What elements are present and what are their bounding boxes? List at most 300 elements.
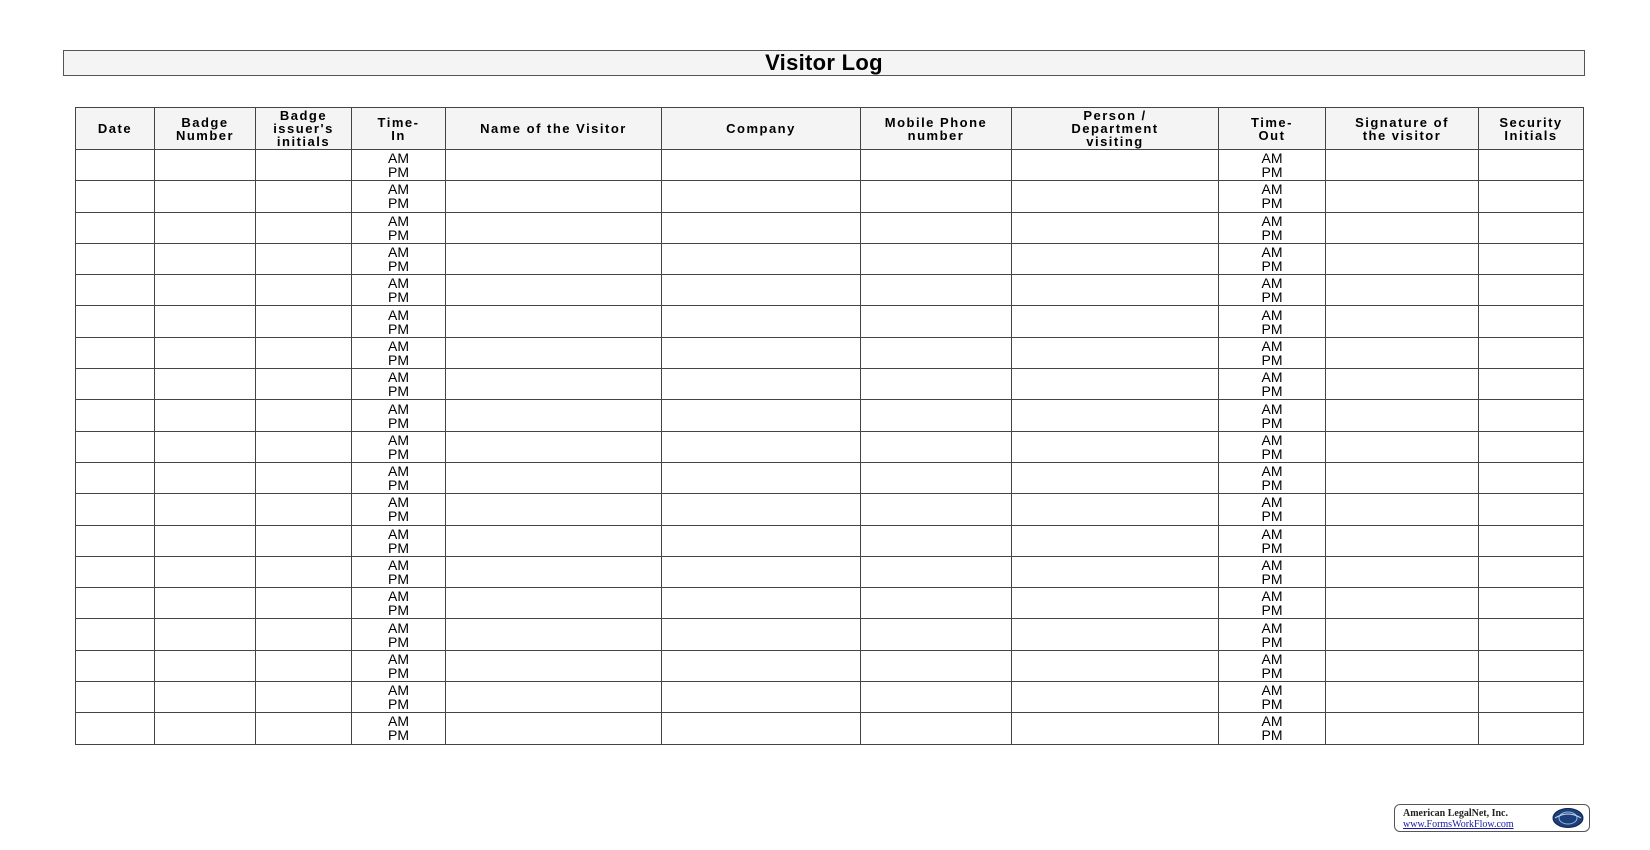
am-label[interactable]: AM	[1261, 713, 1283, 730]
cell-time-in[interactable]	[352, 181, 446, 212]
cell-time-in[interactable]	[352, 431, 446, 462]
am-label[interactable]: AM	[388, 150, 409, 167]
cell-badge-number[interactable]	[155, 306, 256, 337]
cell-time-out[interactable]	[1219, 275, 1326, 306]
cell-time-out[interactable]	[1219, 650, 1326, 681]
cell-company[interactable]	[662, 212, 861, 243]
pm-label[interactable]: PM	[1261, 539, 1283, 556]
cell-security[interactable]	[1479, 682, 1584, 713]
cell-visitor-name[interactable]	[446, 306, 662, 337]
cell-badge-number[interactable]	[155, 619, 256, 650]
cell-signature[interactable]	[1326, 400, 1479, 431]
cell-person-visiting[interactable]	[1012, 212, 1219, 243]
cell-time-in[interactable]	[352, 556, 446, 587]
cell-badge-issuer[interactable]	[256, 369, 352, 400]
am-pm-options	[352, 181, 445, 211]
cell-company[interactable]	[662, 462, 861, 493]
pm-label[interactable]: PM	[388, 477, 409, 494]
pm-label[interactable]: PM	[388, 445, 409, 462]
cell-time-in[interactable]	[352, 243, 446, 274]
cell-visitor-name[interactable]	[446, 275, 662, 306]
am-label[interactable]: AM	[388, 619, 409, 636]
log-body	[76, 150, 1584, 745]
cell-signature[interactable]	[1326, 181, 1479, 212]
cell-visitor-name[interactable]	[446, 337, 662, 368]
pm-label[interactable]: PM	[1261, 414, 1283, 431]
cell-badge-number[interactable]	[155, 494, 256, 525]
pm-label[interactable]: PM	[388, 351, 409, 368]
pm-label[interactable]: PM	[1261, 195, 1283, 212]
table-row	[76, 462, 1584, 493]
cell-badge-number[interactable]	[155, 275, 256, 306]
pm-label[interactable]: PM	[1261, 164, 1283, 181]
cell-company[interactable]	[662, 243, 861, 274]
cell-badge-number[interactable]	[155, 400, 256, 431]
am-pm-options	[1219, 213, 1325, 243]
cell-time-in[interactable]	[352, 525, 446, 556]
pm-label[interactable]: PM	[1261, 664, 1283, 681]
col-header-company: Company	[662, 108, 861, 150]
cell-time-in[interactable]	[352, 337, 446, 368]
cell-person-visiting[interactable]	[1012, 337, 1219, 368]
cell-security[interactable]	[1479, 494, 1584, 525]
pm-label[interactable]: PM	[388, 414, 409, 431]
cell-security[interactable]	[1479, 650, 1584, 681]
cell-badge-issuer[interactable]	[256, 494, 352, 525]
cell-time-out[interactable]	[1219, 212, 1326, 243]
cell-badge-number[interactable]	[155, 431, 256, 462]
cell-mobile[interactable]	[861, 431, 1012, 462]
am-label[interactable]: AM	[1261, 463, 1283, 480]
pm-label[interactable]: PM	[388, 727, 409, 744]
cell-mobile[interactable]	[861, 369, 1012, 400]
cell-security[interactable]	[1479, 243, 1584, 274]
cell-visitor-name[interactable]	[446, 525, 662, 556]
pm-label[interactable]: PM	[1261, 602, 1283, 619]
cell-time-in[interactable]	[352, 400, 446, 431]
cell-mobile[interactable]	[861, 682, 1012, 713]
am-label[interactable]: AM	[388, 212, 409, 229]
cell-company[interactable]	[662, 588, 861, 619]
am-label[interactable]: AM	[1261, 244, 1283, 261]
cell-person-visiting[interactable]	[1012, 650, 1219, 681]
cell-person-visiting[interactable]	[1012, 525, 1219, 556]
cell-visitor-name[interactable]	[446, 181, 662, 212]
pm-label[interactable]: PM	[388, 258, 409, 275]
cell-time-in[interactable]	[352, 650, 446, 681]
am-label[interactable]: AM	[1261, 337, 1283, 354]
cell-time-in[interactable]	[352, 619, 446, 650]
am-label[interactable]: AM	[1261, 431, 1283, 448]
cell-time-in[interactable]	[352, 150, 446, 181]
am-label[interactable]: AM	[388, 431, 409, 448]
cell-time-out[interactable]	[1219, 337, 1326, 368]
cell-badge-number[interactable]	[155, 181, 256, 212]
cell-badge-issuer[interactable]	[256, 525, 352, 556]
cell-company[interactable]	[662, 556, 861, 587]
pm-label[interactable]: PM	[388, 571, 409, 587]
cell-badge-issuer[interactable]	[256, 212, 352, 243]
pm-label[interactable]: PM	[1261, 727, 1283, 744]
cell-badge-issuer[interactable]	[256, 682, 352, 713]
cell-visitor-name[interactable]	[446, 650, 662, 681]
cell-date[interactable]	[76, 306, 155, 337]
cell-mobile[interactable]	[861, 619, 1012, 650]
am-label[interactable]: AM	[1261, 650, 1283, 667]
cell-company[interactable]	[662, 275, 861, 306]
cell-date[interactable]	[76, 212, 155, 243]
cell-mobile[interactable]	[861, 713, 1012, 744]
cell-person-visiting[interactable]	[1012, 306, 1219, 337]
cell-badge-number[interactable]	[155, 243, 256, 274]
am-label[interactable]: AM	[1261, 400, 1283, 417]
cell-mobile[interactable]	[861, 494, 1012, 525]
cell-time-in[interactable]	[352, 494, 446, 525]
cell-security[interactable]	[1479, 713, 1584, 744]
cell-badge-issuer[interactable]	[256, 150, 352, 181]
pm-label[interactable]: PM	[1261, 633, 1283, 650]
cell-badge-number[interactable]	[155, 682, 256, 713]
am-label[interactable]: AM	[388, 244, 409, 261]
cell-security[interactable]	[1479, 306, 1584, 337]
cell-badge-number[interactable]	[155, 588, 256, 619]
cell-security[interactable]	[1479, 400, 1584, 431]
cell-company[interactable]	[662, 713, 861, 744]
am-label[interactable]: AM	[388, 400, 409, 417]
cell-signature[interactable]	[1326, 431, 1479, 462]
cell-badge-number[interactable]	[155, 462, 256, 493]
cell-signature[interactable]	[1326, 306, 1479, 337]
cell-badge-issuer[interactable]	[256, 337, 352, 368]
cell-security[interactable]	[1479, 525, 1584, 556]
cell-person-visiting[interactable]	[1012, 150, 1219, 181]
cell-badge-number[interactable]	[155, 556, 256, 587]
cell-date[interactable]	[76, 713, 155, 744]
cell-signature[interactable]	[1326, 494, 1479, 525]
cell-time-out[interactable]	[1219, 525, 1326, 556]
table-row	[76, 619, 1584, 650]
cell-signature[interactable]	[1326, 150, 1479, 181]
am-label[interactable]: AM	[388, 713, 409, 730]
am-label[interactable]: AM	[388, 650, 409, 667]
cell-date[interactable]	[76, 525, 155, 556]
cell-time-in[interactable]	[352, 462, 446, 493]
cell-security[interactable]	[1479, 150, 1584, 181]
am-pm-options	[352, 651, 445, 681]
cell-mobile[interactable]	[861, 525, 1012, 556]
pm-label[interactable]: PM	[388, 320, 409, 337]
pm-label[interactable]: PM	[1261, 289, 1283, 306]
cell-date[interactable]	[76, 181, 155, 212]
cell-badge-issuer[interactable]	[256, 243, 352, 274]
cell-time-out[interactable]	[1219, 369, 1326, 400]
cell-date[interactable]	[76, 369, 155, 400]
am-pm-options	[1219, 651, 1325, 681]
cell-security[interactable]	[1479, 369, 1584, 400]
cell-badge-issuer[interactable]	[256, 306, 352, 337]
cell-security[interactable]	[1479, 212, 1584, 243]
cell-badge-issuer[interactable]	[256, 588, 352, 619]
pm-label[interactable]: PM	[1261, 320, 1283, 337]
cell-visitor-name[interactable]	[446, 369, 662, 400]
cell-badge-issuer[interactable]	[256, 650, 352, 681]
cell-visitor-name[interactable]	[446, 431, 662, 462]
cell-signature[interactable]	[1326, 525, 1479, 556]
am-pm-options	[352, 400, 445, 430]
cell-visitor-name[interactable]	[446, 588, 662, 619]
pm-label[interactable]: PM	[1261, 383, 1283, 400]
cell-company[interactable]	[662, 306, 861, 337]
cell-badge-number[interactable]	[155, 369, 256, 400]
cell-time-out[interactable]	[1219, 494, 1326, 525]
cell-date[interactable]	[76, 462, 155, 493]
cell-time-out[interactable]	[1219, 181, 1326, 212]
cell-person-visiting[interactable]	[1012, 682, 1219, 713]
am-label[interactable]: AM	[1261, 588, 1283, 605]
cell-security[interactable]	[1479, 619, 1584, 650]
am-pm-options	[1219, 275, 1325, 305]
cell-security[interactable]	[1479, 337, 1584, 368]
cell-date[interactable]	[76, 494, 155, 525]
pm-label[interactable]: PM	[388, 508, 409, 525]
cell-badge-issuer[interactable]	[256, 275, 352, 306]
cell-date[interactable]	[76, 650, 155, 681]
cell-security[interactable]	[1479, 588, 1584, 619]
cell-time-out[interactable]	[1219, 400, 1326, 431]
cell-time-in[interactable]	[352, 682, 446, 713]
col-header-security: Security Initials	[1479, 108, 1584, 150]
am-label[interactable]: AM	[1261, 525, 1283, 542]
cell-date[interactable]	[76, 431, 155, 462]
cell-mobile[interactable]	[861, 243, 1012, 274]
cell-mobile[interactable]	[861, 275, 1012, 306]
pm-label[interactable]: PM	[1261, 571, 1283, 587]
cell-badge-issuer[interactable]	[256, 400, 352, 431]
cell-signature[interactable]	[1326, 588, 1479, 619]
cell-time-out[interactable]	[1219, 431, 1326, 462]
cell-time-out[interactable]	[1219, 150, 1326, 181]
cell-security[interactable]	[1479, 556, 1584, 587]
cell-mobile[interactable]	[861, 150, 1012, 181]
cell-company[interactable]	[662, 682, 861, 713]
cell-time-in[interactable]	[352, 588, 446, 619]
cell-time-out[interactable]	[1219, 243, 1326, 274]
cell-time-out[interactable]	[1219, 588, 1326, 619]
pm-label[interactable]: PM	[388, 664, 409, 681]
pm-label[interactable]: PM	[388, 289, 409, 306]
cell-visitor-name[interactable]	[446, 212, 662, 243]
cell-time-in[interactable]	[352, 713, 446, 744]
cell-signature[interactable]	[1326, 337, 1479, 368]
pm-label[interactable]: PM	[388, 696, 409, 713]
cell-person-visiting[interactable]	[1012, 431, 1219, 462]
cell-mobile[interactable]	[861, 337, 1012, 368]
pm-label[interactable]: PM	[388, 633, 409, 650]
cell-badge-number[interactable]	[155, 212, 256, 243]
am-label[interactable]: AM	[1261, 682, 1283, 699]
am-label[interactable]: AM	[1261, 212, 1283, 229]
cell-visitor-name[interactable]	[446, 713, 662, 744]
cell-date[interactable]	[76, 400, 155, 431]
am-label[interactable]: AM	[388, 463, 409, 480]
cell-signature[interactable]	[1326, 713, 1479, 744]
cell-signature[interactable]	[1326, 682, 1479, 713]
cell-date[interactable]	[76, 337, 155, 368]
am-label[interactable]: AM	[388, 306, 409, 323]
footer-url[interactable]: www.FormsWorkFlow.com	[1403, 819, 1514, 830]
cell-security[interactable]	[1479, 462, 1584, 493]
cell-company[interactable]	[662, 369, 861, 400]
cell-signature[interactable]	[1326, 369, 1479, 400]
am-label[interactable]: AM	[1261, 275, 1283, 292]
pm-label[interactable]: PM	[1261, 258, 1283, 275]
cell-visitor-name[interactable]	[446, 494, 662, 525]
cell-mobile[interactable]	[861, 400, 1012, 431]
cell-company[interactable]	[662, 400, 861, 431]
cell-person-visiting[interactable]	[1012, 400, 1219, 431]
cell-date[interactable]	[76, 619, 155, 650]
cell-mobile[interactable]	[861, 650, 1012, 681]
am-pm-options	[352, 682, 445, 712]
cell-person-visiting[interactable]	[1012, 588, 1219, 619]
am-label[interactable]: AM	[388, 494, 409, 511]
cell-time-out[interactable]	[1219, 306, 1326, 337]
cell-security[interactable]	[1479, 431, 1584, 462]
cell-company[interactable]	[662, 431, 861, 462]
cell-time-out[interactable]	[1219, 619, 1326, 650]
cell-time-in[interactable]	[352, 369, 446, 400]
cell-time-in[interactable]	[352, 306, 446, 337]
cell-badge-issuer[interactable]	[256, 431, 352, 462]
am-pm-options	[352, 619, 445, 649]
cell-badge-issuer[interactable]	[256, 556, 352, 587]
cell-person-visiting[interactable]	[1012, 243, 1219, 274]
cell-time-out[interactable]	[1219, 556, 1326, 587]
pm-label[interactable]: PM	[1261, 351, 1283, 368]
pm-label[interactable]: PM	[388, 383, 409, 400]
cell-badge-number[interactable]	[155, 713, 256, 744]
cell-time-out[interactable]	[1219, 713, 1326, 744]
cell-mobile[interactable]	[861, 181, 1012, 212]
am-label[interactable]: AM	[388, 337, 409, 354]
cell-badge-number[interactable]	[155, 525, 256, 556]
cell-mobile[interactable]	[861, 212, 1012, 243]
pm-label[interactable]: PM	[388, 226, 409, 243]
am-label[interactable]: AM	[388, 588, 409, 605]
cell-visitor-name[interactable]	[446, 682, 662, 713]
cell-signature[interactable]	[1326, 462, 1479, 493]
cell-badge-issuer[interactable]	[256, 462, 352, 493]
cell-security[interactable]	[1479, 181, 1584, 212]
cell-person-visiting[interactable]	[1012, 275, 1219, 306]
cell-time-in[interactable]	[352, 275, 446, 306]
cell-visitor-name[interactable]	[446, 556, 662, 587]
col-header-visitor-name: Name of the Visitor	[446, 108, 662, 150]
am-label[interactable]: AM	[1261, 306, 1283, 323]
pm-label[interactable]: PM	[1261, 696, 1283, 713]
am-label[interactable]: AM	[1261, 181, 1283, 198]
cell-mobile[interactable]	[861, 556, 1012, 587]
am-label[interactable]: AM	[388, 181, 409, 198]
cell-visitor-name[interactable]	[446, 462, 662, 493]
am-label[interactable]: AM	[1261, 494, 1283, 511]
cell-date[interactable]	[76, 243, 155, 274]
pm-label[interactable]: PM	[388, 539, 409, 556]
cell-badge-issuer[interactable]	[256, 619, 352, 650]
cell-signature[interactable]	[1326, 556, 1479, 587]
cell-person-visiting[interactable]	[1012, 181, 1219, 212]
cell-signature[interactable]	[1326, 650, 1479, 681]
cell-date[interactable]	[76, 682, 155, 713]
cell-time-out[interactable]	[1219, 682, 1326, 713]
am-label[interactable]: AM	[1261, 369, 1283, 386]
cell-visitor-name[interactable]	[446, 400, 662, 431]
cell-date[interactable]	[76, 556, 155, 587]
cell-person-visiting[interactable]	[1012, 494, 1219, 525]
am-label[interactable]: AM	[1261, 557, 1283, 573]
cell-person-visiting[interactable]	[1012, 369, 1219, 400]
cell-badge-issuer[interactable]	[256, 181, 352, 212]
cell-signature[interactable]	[1326, 619, 1479, 650]
am-label[interactable]: AM	[1261, 150, 1283, 167]
cell-company[interactable]	[662, 181, 861, 212]
cell-badge-issuer[interactable]	[256, 713, 352, 744]
pm-label[interactable]: PM	[1261, 445, 1283, 462]
cell-badge-number[interactable]	[155, 337, 256, 368]
pm-label[interactable]: PM	[1261, 477, 1283, 494]
pm-label[interactable]: PM	[388, 602, 409, 619]
am-label[interactable]: AM	[388, 557, 409, 573]
cell-visitor-name[interactable]	[446, 243, 662, 274]
cell-visitor-name[interactable]	[446, 150, 662, 181]
cell-company[interactable]	[662, 337, 861, 368]
pm-label[interactable]: PM	[388, 164, 409, 181]
am-label[interactable]: AM	[388, 275, 409, 292]
cell-company[interactable]	[662, 150, 861, 181]
cell-date[interactable]	[76, 275, 155, 306]
cell-person-visiting[interactable]	[1012, 462, 1219, 493]
cell-signature[interactable]	[1326, 212, 1479, 243]
cell-person-visiting[interactable]	[1012, 619, 1219, 650]
am-label[interactable]: AM	[388, 369, 409, 386]
pm-label[interactable]: PM	[388, 195, 409, 212]
cell-time-in[interactable]	[352, 212, 446, 243]
cell-badge-number[interactable]	[155, 150, 256, 181]
am-label[interactable]: AM	[388, 525, 409, 542]
cell-company[interactable]	[662, 650, 861, 681]
cell-mobile[interactable]	[861, 306, 1012, 337]
cell-person-visiting[interactable]	[1012, 713, 1219, 744]
pm-label[interactable]: PM	[1261, 226, 1283, 243]
cell-date[interactable]	[76, 150, 155, 181]
cell-company[interactable]	[662, 619, 861, 650]
am-label[interactable]: AM	[1261, 619, 1283, 636]
cell-company[interactable]	[662, 494, 861, 525]
cell-signature[interactable]	[1326, 243, 1479, 274]
cell-time-out[interactable]	[1219, 462, 1326, 493]
cell-mobile[interactable]	[861, 588, 1012, 619]
am-label[interactable]: AM	[388, 682, 409, 699]
cell-date[interactable]	[76, 588, 155, 619]
cell-person-visiting[interactable]	[1012, 556, 1219, 587]
cell-security[interactable]	[1479, 275, 1584, 306]
cell-signature[interactable]	[1326, 275, 1479, 306]
pm-label[interactable]: PM	[1261, 508, 1283, 525]
cell-company[interactable]	[662, 525, 861, 556]
cell-mobile[interactable]	[861, 462, 1012, 493]
cell-badge-number[interactable]	[155, 650, 256, 681]
cell-visitor-name[interactable]	[446, 619, 662, 650]
